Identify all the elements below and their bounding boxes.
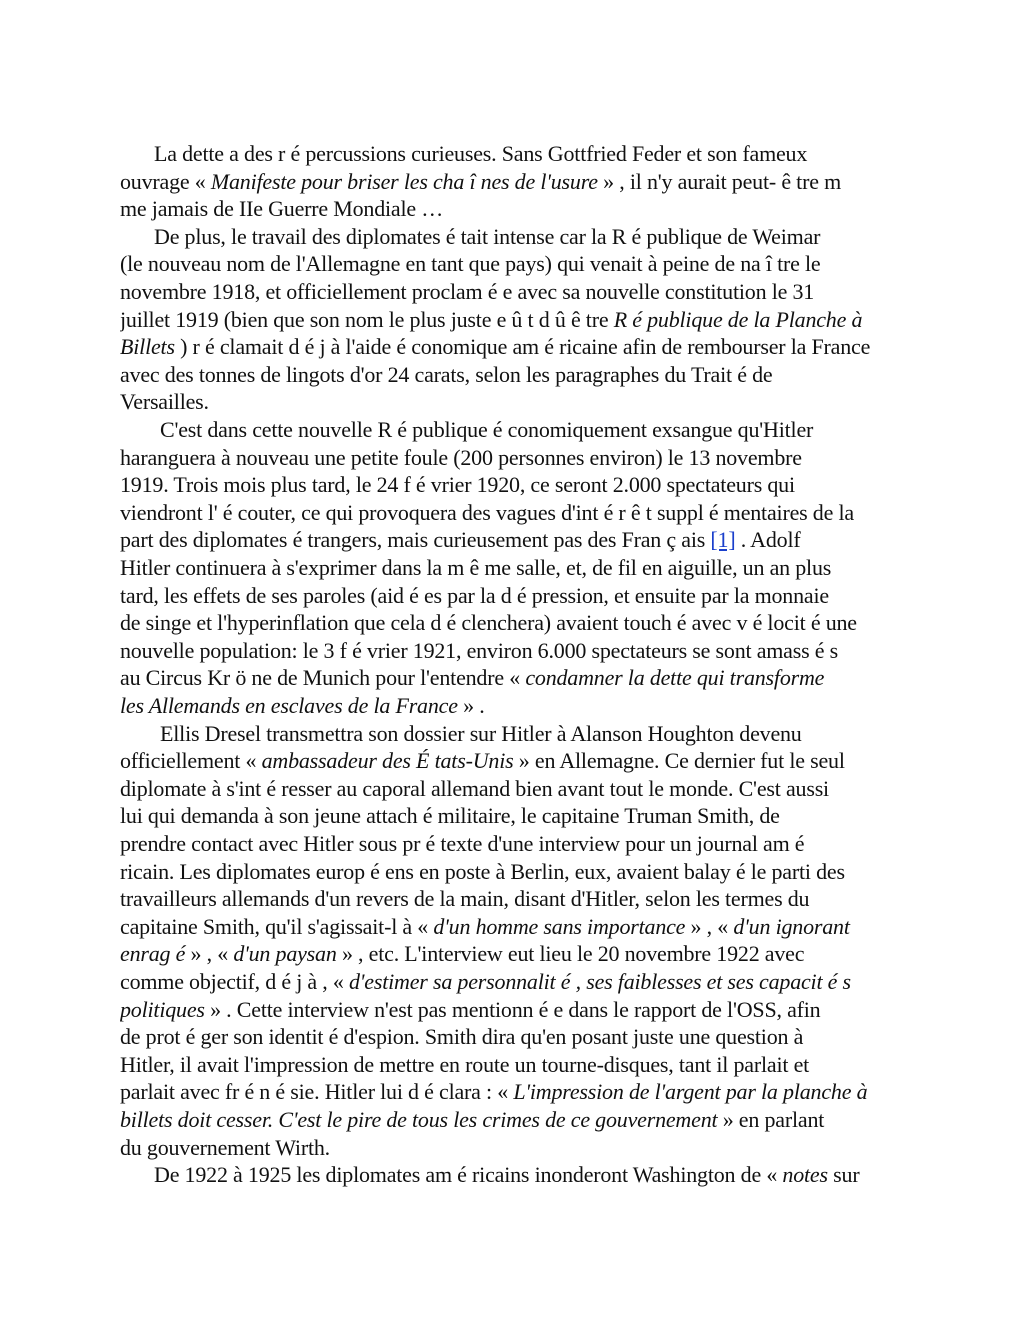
text-line bbox=[120, 885, 809, 913]
text-run: De 1922 à 1925 les diplomates am é ricains inonderont Washington de « bbox=[154, 1162, 783, 1188]
text-run: » , etc. L'interview eut lieu le 20 novembre 1922 avec bbox=[336, 941, 805, 967]
text-line bbox=[120, 1106, 824, 1134]
text-line bbox=[120, 913, 850, 941]
text-run: C'est dans cette nouvelle R é publique é conomiquement exsangue qu'Hitler bbox=[160, 417, 814, 442]
text-line bbox=[120, 306, 862, 334]
text-run: comme objectif, d é j à , « bbox=[120, 969, 349, 994]
text-run: haranguera à nouveau une petite foule (200 personnes environ) le 13 novembre bbox=[120, 444, 802, 470]
footnote-link[interactable]: [1] bbox=[710, 527, 736, 553]
text-run: Ellis Dresel transmettra son dossier sur Hitler à Alanson Houghton devenu bbox=[160, 720, 802, 746]
text-run: » . Cette interview n'est pas mentionn é e dans le rapport de l'OSS, afin bbox=[204, 996, 821, 1022]
text-line bbox=[120, 747, 845, 775]
text-run: viendront l' é couter, ce qui provoquera des vagues d'int é r ê t suppl é mentaires de la bbox=[120, 499, 854, 525]
text-run: sur bbox=[827, 1162, 860, 1188]
italic-quote: ambassadeur des É tats-Unis bbox=[261, 748, 514, 774]
text-line bbox=[120, 1051, 809, 1079]
text-line bbox=[154, 223, 820, 251]
text-run: ricain. Les diplomates europ é ens en poste à Berlin, eux, avaient balay é le parti des bbox=[120, 858, 845, 884]
italic-quote: Manifeste pour briser les cha î nes de l'usure bbox=[210, 168, 598, 194]
text-run: novembre 1918, et officiellement proclam é e avec sa nouvelle constitution le 31 bbox=[120, 279, 815, 304]
text-run: lui qui demanda à son jeune attach é militaire, le capitaine Truman Smith, de bbox=[120, 803, 780, 829]
text-line bbox=[120, 278, 814, 306]
text-line bbox=[120, 471, 795, 499]
italic-quote: R é publique de la Planche à bbox=[613, 306, 863, 332]
text-line bbox=[120, 940, 804, 968]
text-run: du gouvernement Wirth. bbox=[120, 1134, 330, 1160]
text-line bbox=[120, 444, 802, 472]
text-line bbox=[154, 1161, 859, 1189]
text-run: » , « bbox=[685, 913, 734, 939]
text-run: nouvelle population: le 3 f é vrier 1921, environ 6.000 spectateurs se sont amass é s bbox=[120, 637, 838, 663]
text-line bbox=[120, 388, 209, 416]
document-body bbox=[120, 140, 905, 1200]
text-line bbox=[120, 554, 831, 582]
text-run: part des diplomates é trangers, mais curieusement pas des Fran ç ais bbox=[120, 527, 711, 553]
text-run: avec des tonnes de lingots d'or 24 carats, selon les paragraphes du Trait é de bbox=[120, 361, 773, 387]
italic-quote: billets doit cesser. C'est le pire de tous les crimes de ce gouvernement bbox=[120, 1107, 718, 1132]
italic-quote: L'impression de l'argent par la planche à bbox=[513, 1079, 868, 1105]
text-run: Versailles. bbox=[120, 389, 209, 415]
text-run: (le nouveau nom de l'Allemagne en tant que pays) qui venait à peine de na î tre le bbox=[120, 251, 821, 277]
text-line bbox=[120, 582, 829, 610]
text-run: » . bbox=[457, 693, 485, 718]
text-line bbox=[120, 499, 854, 527]
text-run: au Circus Kr ö ne de Munich pour l'entendre « bbox=[120, 665, 526, 691]
text-run: Hitler continuera à s'exprimer dans la m ê me salle, et, de fil en aiguille, un an plus bbox=[120, 555, 832, 580]
text-line bbox=[120, 609, 857, 637]
text-run: » en parlant bbox=[717, 1107, 825, 1132]
text-run: ) r é clamait d é j à l'aide é conomique am é ricaine afin de rembourser la France bbox=[174, 334, 871, 360]
text-run: me jamais de IIe Guerre Mondiale … bbox=[120, 196, 444, 222]
text-run: » en Allemagne. Ce dernier fut le seul bbox=[513, 748, 845, 774]
text-run: de singe et l'hyperinflation que cela d é clenchera) avaient touch é avec v é locit é une bbox=[120, 610, 857, 636]
italic-quote: d'un homme sans importance bbox=[433, 913, 686, 939]
text-run: ouvrage « bbox=[120, 168, 211, 194]
text-line bbox=[120, 250, 820, 278]
text-run: Hitler, il avait l'impression de mettre en route un tourne-disques, tant il parlait et bbox=[120, 1051, 810, 1077]
text-run: de prot é ger son identit é d'espion. Smith dira qu'en posant juste une question à bbox=[120, 1024, 804, 1050]
italic-quote: politiques bbox=[120, 996, 205, 1022]
text-line bbox=[120, 968, 851, 996]
italic-quote: Billets bbox=[120, 334, 175, 360]
italic-quote: notes bbox=[782, 1162, 828, 1188]
italic-quote: d'estimer sa personnalit é , ses faiblesses et ses capacit é s bbox=[349, 969, 851, 994]
italic-quote: d'un paysan bbox=[233, 941, 337, 967]
text-run: De plus, le travail des diplomates é tait intense car la R é publique de Weimar bbox=[154, 223, 821, 249]
text-run: » , il n'y aurait peut- ê tre m bbox=[597, 168, 841, 194]
italic-quote: enrag é bbox=[120, 941, 186, 967]
text-run: tard, les effets de ses paroles (aid é es par la d é pression, et ensuite par la monnaie bbox=[120, 582, 829, 608]
text-run: prendre contact avec Hitler sous pr é texte d'une interview pour un journal am é bbox=[120, 831, 805, 856]
text-line bbox=[120, 830, 804, 858]
italic-quote: les Allemands en esclaves de la France bbox=[120, 693, 458, 718]
text-line bbox=[120, 333, 870, 361]
text-line bbox=[120, 361, 772, 389]
text-line bbox=[120, 168, 841, 196]
text-line bbox=[160, 416, 813, 444]
text-line bbox=[160, 720, 802, 748]
text-line bbox=[120, 1078, 867, 1106]
italic-quote: d'un ignorant bbox=[733, 913, 850, 939]
text-run: officiellement « bbox=[120, 748, 262, 774]
text-line bbox=[120, 664, 824, 692]
text-line bbox=[120, 996, 820, 1024]
text-run: capitaine Smith, qu'il s'agissait-l à « bbox=[120, 913, 434, 939]
text-run: travailleurs allemands d'un revers de la main, disant d'Hitler, selon les termes du bbox=[120, 886, 810, 912]
text-line bbox=[120, 1134, 330, 1162]
text-line bbox=[120, 775, 829, 803]
text-run: » , « bbox=[185, 941, 234, 967]
text-run: 1919. Trois mois plus tard, le 24 f é vrier 1920, ce seront 2.000 spectateurs qui bbox=[120, 472, 795, 498]
text-run: juillet 1919 (bien que son nom le plus juste e û t d û ê tre bbox=[120, 306, 614, 332]
text-line bbox=[120, 692, 485, 720]
italic-quote: condamner la dette qui transforme bbox=[525, 665, 825, 691]
text-run: diplomate à s'int é resser au caporal allemand bien avant tout le monde. C'est aussi bbox=[120, 775, 829, 801]
text-line bbox=[154, 140, 807, 168]
text-line bbox=[120, 858, 845, 886]
text-line bbox=[120, 637, 838, 665]
text-run: parlait avec fr é n é sie. Hitler lui d é clara : « bbox=[120, 1079, 514, 1105]
text-line bbox=[120, 802, 780, 830]
text-line bbox=[120, 1023, 803, 1051]
text-line bbox=[120, 526, 800, 554]
text-run: La dette a des r é percussions curieuses. Sans Gottfried Feder et son fameux bbox=[154, 141, 808, 166]
text-line bbox=[120, 195, 443, 223]
text-run: . Adolf bbox=[735, 527, 801, 553]
